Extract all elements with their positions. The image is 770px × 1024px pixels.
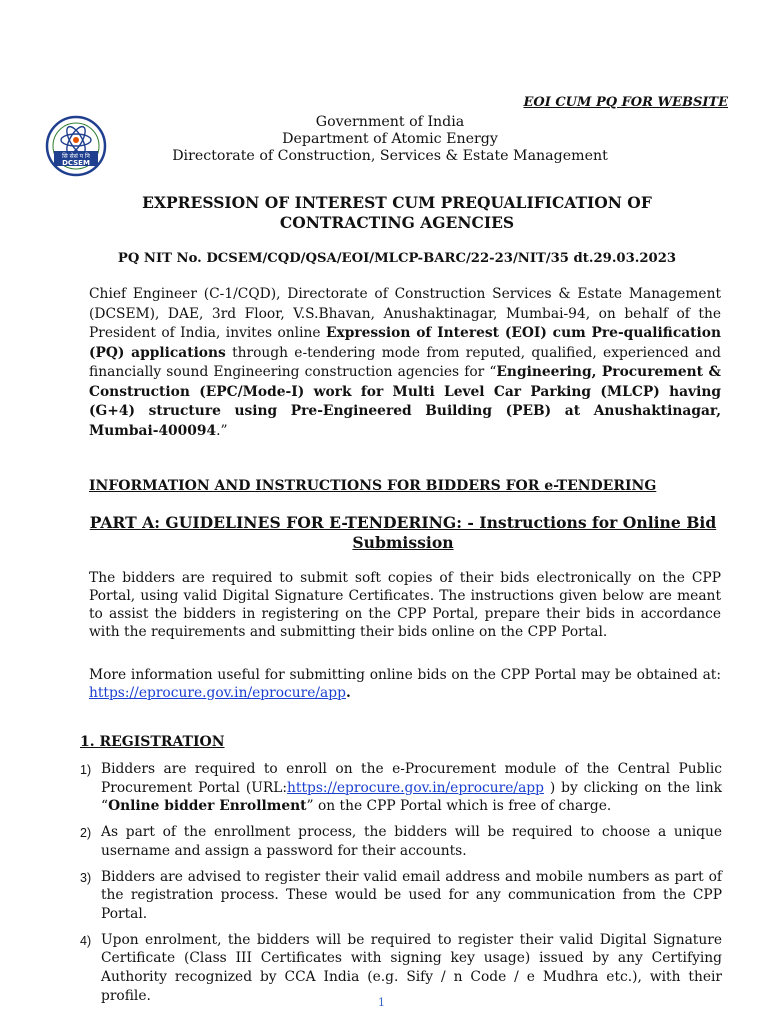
part-a-heading: PART A: GUIDELINES FOR E-TENDERING: - Instructions for Online Bid Submission bbox=[89, 513, 717, 552]
eprocure-link[interactable]: https://eprocure.gov.in/eprocure/app bbox=[89, 685, 346, 701]
list-item-number: 4) bbox=[80, 933, 92, 948]
registration-heading: 1. REGISTRATION bbox=[80, 734, 225, 750]
org-line-government: Government of India bbox=[315, 114, 465, 130]
logo-text-bottom: DCSEM bbox=[62, 159, 90, 167]
list-item-text: As part of the enrollment process, the bidders will be required to choose a unique username and assign a password for their accounts. bbox=[101, 824, 722, 859]
bids-paragraph: The bidders are required to submit soft copies of their bids electronically on the CPP Portal, using valid Digital Signature Certificates. The instructions given below are meant to assist the bidders in registering on the CPP Portal, prepare their bids in accordance with the requirements and submitting their bids online on the CPP Portal. bbox=[89, 570, 721, 640]
intro-text-3: .” bbox=[216, 422, 228, 439]
list-item-text: ” on the CPP Portal which is free of charge. bbox=[306, 798, 612, 815]
org-line-directorate: Directorate of Construction, Services & Estate Management bbox=[172, 148, 608, 164]
more-info-text: More information useful for submitting online bids on the CPP Portal may be obtained at: bbox=[89, 667, 721, 683]
intro-bold-1: Expression of Interest (EOI) cum Pre-qualification (PQ) applications bbox=[89, 325, 722, 361]
pq-nit-number: PQ NIT No. DCSEM/CQD/QSA/EOI/MLCP-BARC/22-23/NIT/35 dt.29.03.2023 bbox=[117, 251, 677, 266]
logo-text-top: सि सेसं प नि bbox=[62, 153, 90, 160]
registration-list bbox=[80, 760, 722, 1012]
list-item bbox=[80, 823, 722, 860]
list-item-text: Bidders are advised to register their valid email address and mobile numbers as part of the registration process. These would be used for any communication from the CPP Portal. bbox=[101, 868, 722, 922]
list-item bbox=[80, 760, 722, 816]
list-item bbox=[80, 868, 722, 924]
page-number: 1 bbox=[378, 996, 385, 1009]
intro-bold-2: Engineering, Procurement & Construction (EPC/Mode-I) work for Multi Level Car Parking (MLCP) having (G+4) structure using Pre-Engineered Building (PEB) at Anushaktinagar, Mumbai-400094 bbox=[89, 364, 722, 439]
list-item-number: 2) bbox=[80, 826, 92, 841]
list-item-text: ) by clicking on the link “ bbox=[101, 779, 722, 815]
eprocure-url-link[interactable]: https://eprocure.gov.in/eprocure/app bbox=[287, 779, 544, 796]
list-item-text: Upon enrolment, the bidders will be required to register their valid Digital Signature Certificate (Class III Certificates with signing key usage) issued by any Certifying Authority recognized by CCA India (e.g. Sify / n Code / e Mudhra etc.), with their profile. bbox=[101, 931, 722, 1004]
more-info-paragraph bbox=[89, 666, 721, 702]
list-item-text: Bidders are required to enroll on the e-Procurement module of the Central Public Procurement Portal (URL: bbox=[101, 761, 722, 796]
online-bidder-enrollment-text: Online bidder Enrollment bbox=[108, 798, 307, 815]
intro-text-1: Chief Engineer (C-1/CQD), Directorate of Construction Services & Estate Management (DCSEM), DAE, 3rd Floor, V.S.Bhavan, Anushaktinagar, Mumbai-94, on behalf of the President of India, invites online bbox=[89, 286, 721, 341]
more-info-end: . bbox=[345, 685, 351, 701]
intro-text-2: through e-tendering mode from reputed, qualified, experienced and financially sound Engineering construction agencies for “ bbox=[89, 344, 721, 380]
list-item-number: 1) bbox=[80, 763, 92, 777]
document-title: EXPRESSION OF INTEREST CUM PREQUALIFICATION OF CONTRACTING AGENCIES bbox=[142, 193, 652, 232]
list-item bbox=[80, 931, 722, 1006]
intro-paragraph bbox=[89, 285, 721, 441]
org-line-department: Department of Atomic Energy bbox=[282, 131, 498, 147]
info-heading: INFORMATION AND INSTRUCTIONS FOR BIDDERS FOR e-TENDERING bbox=[89, 478, 657, 494]
dcsem-emblem-icon bbox=[44, 114, 108, 178]
list-item-number: 3) bbox=[80, 870, 92, 885]
header-tag: EOI CUM PQ FOR WEBSITE bbox=[523, 95, 728, 110]
